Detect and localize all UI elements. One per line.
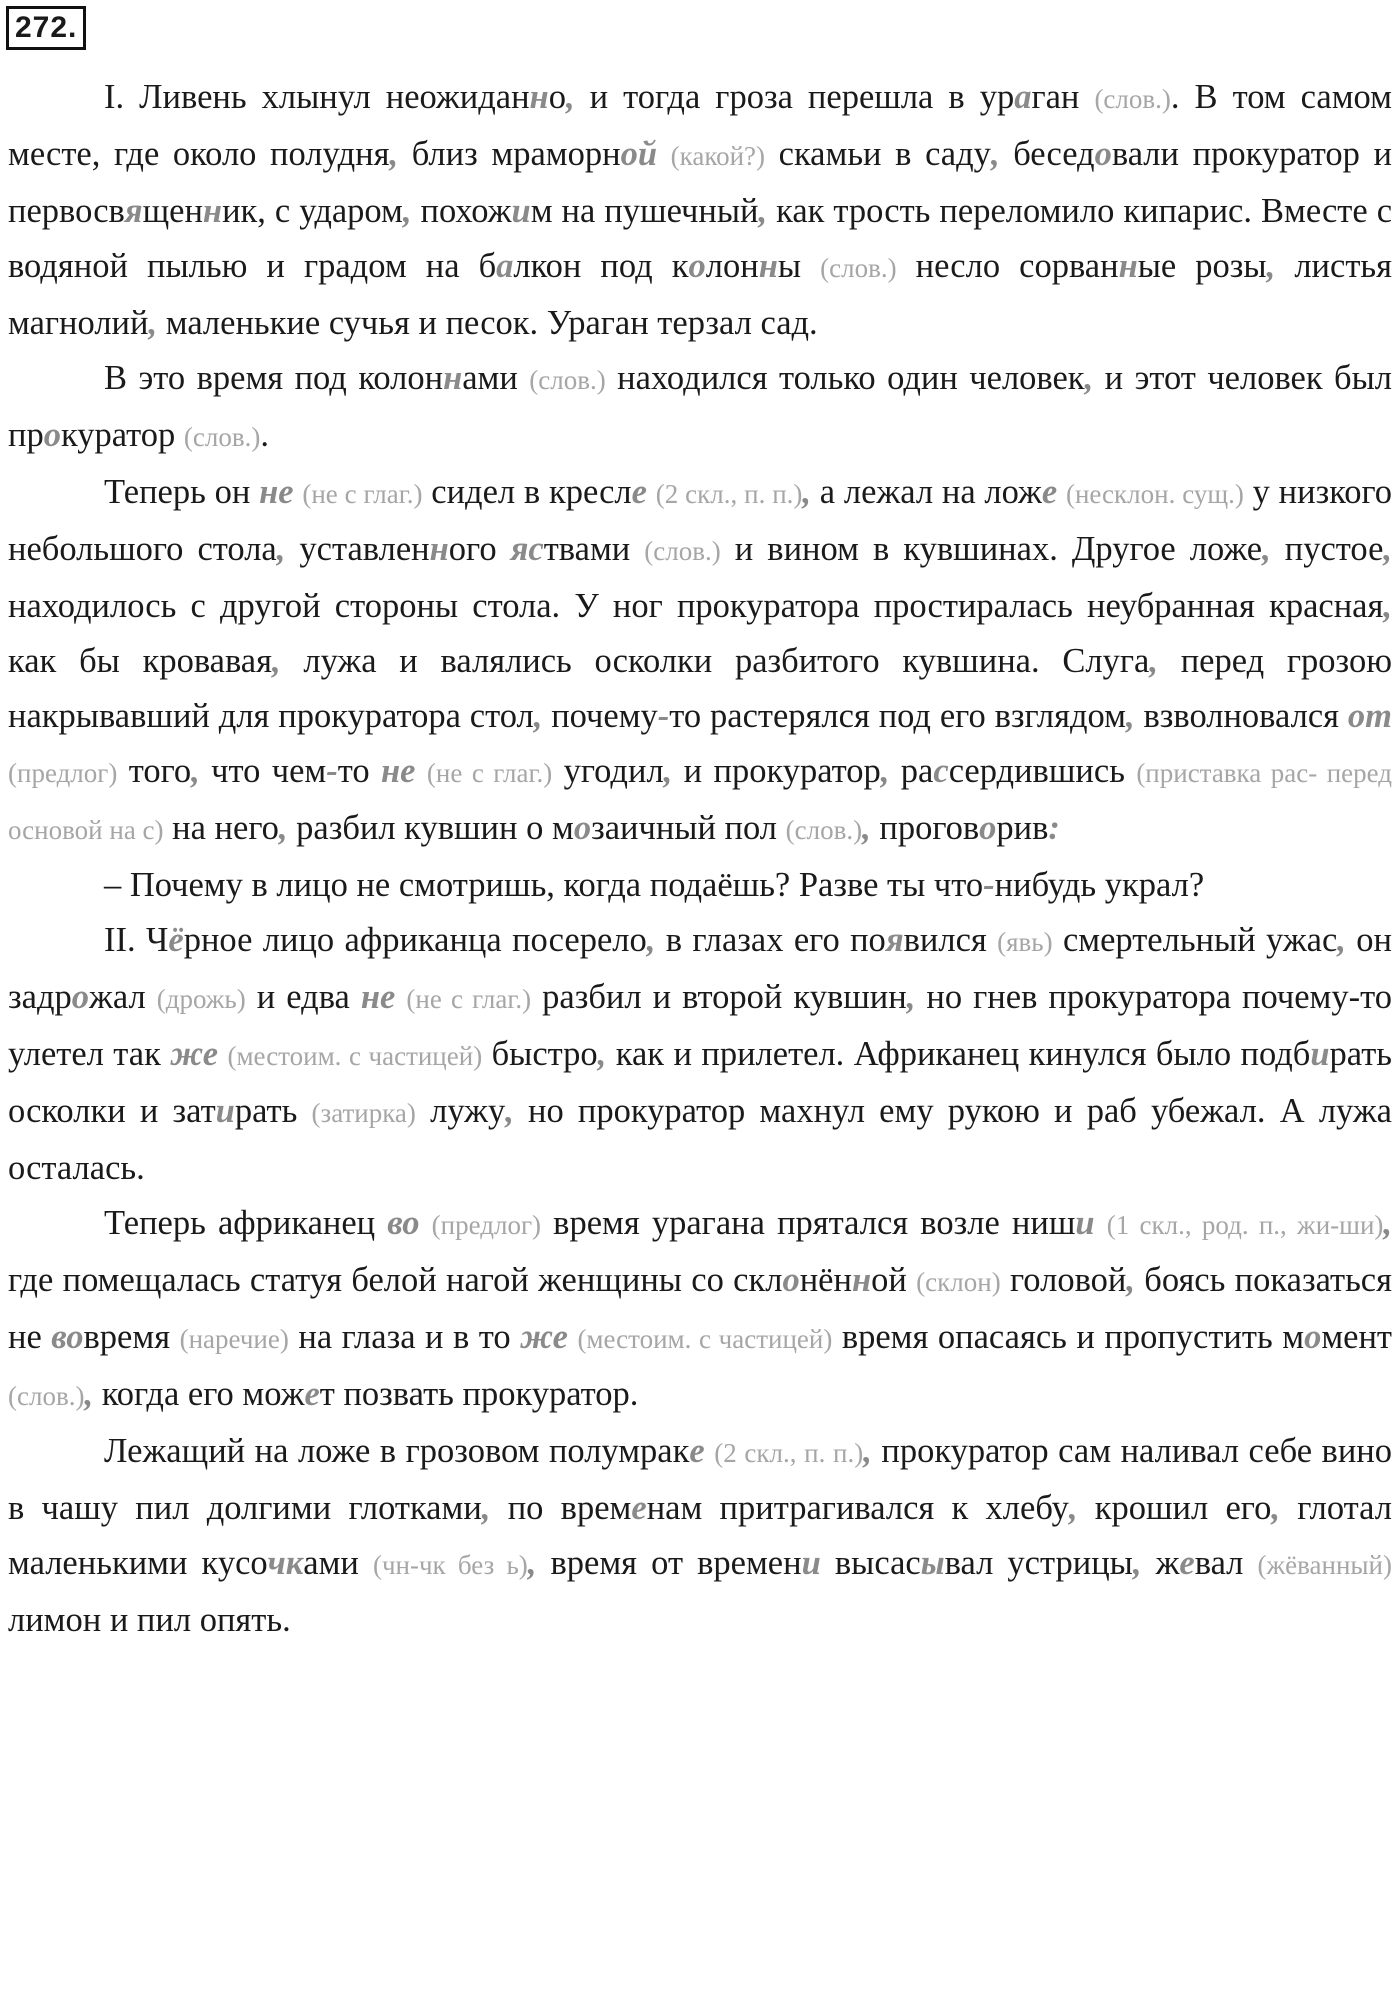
text-run: рать осколки и зат bbox=[8, 1035, 1393, 1130]
text-run: но прокуратор махнул ему рукою и раб убежал. А лужа осталась. bbox=[8, 1092, 1392, 1187]
highlighted-letter: , bbox=[862, 809, 871, 847]
highlighted-letter: , bbox=[863, 1432, 872, 1470]
text-run bbox=[1057, 473, 1066, 511]
text-run: лкон под к bbox=[513, 247, 689, 285]
text-run: пустое bbox=[1270, 530, 1384, 568]
highlighted-letter: ой bbox=[620, 135, 657, 173]
text-run: разбил кувшин о м bbox=[287, 809, 574, 847]
text-run: время от времен bbox=[536, 1544, 802, 1582]
paragraph bbox=[8, 1424, 1392, 1648]
text-run: несло сорван bbox=[896, 247, 1119, 285]
highlighted-letter: , bbox=[565, 78, 575, 116]
text-run: ые розы bbox=[1137, 247, 1267, 285]
text-run: и этот человек был пр bbox=[8, 359, 1393, 454]
highlighted-letter: е bbox=[1041, 473, 1058, 511]
text-run: Лежащий на ложе в грозовом полумрак bbox=[104, 1432, 690, 1470]
text-run: лужа и валялись осколки разбитого кувшина. Слуга bbox=[280, 642, 1150, 680]
highlighted-letter: н bbox=[758, 247, 778, 285]
text-run: заичный пол bbox=[591, 809, 786, 847]
highlighted-letter: и bbox=[215, 1092, 235, 1130]
text-run bbox=[416, 752, 427, 790]
rule-hint: (предлог) bbox=[431, 1210, 542, 1240]
text-run: лужу bbox=[415, 1092, 506, 1130]
text-run: у низкого небольшого стола bbox=[8, 473, 1393, 568]
text-run: . В том самом месте, где около полудня bbox=[8, 78, 1392, 173]
text-run: вали прокуратор и первосв bbox=[8, 135, 1392, 230]
highlighted-letter: - bbox=[657, 697, 670, 735]
text-run: ж bbox=[1141, 1544, 1180, 1582]
highlighted-letter: - bbox=[983, 866, 995, 904]
exercise-text bbox=[8, 70, 1392, 1648]
highlighted-letter: я bbox=[124, 192, 143, 230]
highlighted-letter: о bbox=[688, 247, 706, 285]
rule-hint: (несклон. сущ.) bbox=[1065, 479, 1244, 509]
highlighted-letter: е bbox=[689, 1432, 705, 1470]
text-run: о bbox=[548, 78, 566, 116]
highlighted-letter: а bbox=[1014, 78, 1032, 116]
highlighted-letter: , bbox=[191, 752, 200, 790]
text-run: близ мраморн bbox=[398, 135, 621, 173]
text-run: на него bbox=[163, 809, 279, 847]
highlighted-letter: , bbox=[278, 809, 288, 847]
text-run: как и прилетел. Африканец кинулся было подб bbox=[606, 1035, 1311, 1073]
highlighted-letter: с bbox=[933, 752, 949, 790]
text-run: лон bbox=[705, 247, 759, 285]
text-run: I. Ливень хлынул неожидан bbox=[104, 78, 530, 116]
highlighted-letter: н bbox=[443, 359, 463, 397]
rule-hint: (слов.) bbox=[1094, 84, 1171, 114]
text-run: ой bbox=[871, 1261, 917, 1299]
highlighted-letter: , bbox=[1271, 1489, 1280, 1527]
highlighted-letter: , bbox=[1068, 1489, 1078, 1527]
rule-hint: (не с глаг.) bbox=[406, 984, 532, 1014]
highlighted-letter: , bbox=[481, 1489, 491, 1527]
rule-hint: (1 скл., род. п., жи-ши) bbox=[1106, 1210, 1384, 1240]
highlighted-letter: , bbox=[1149, 642, 1158, 680]
text-run: нибудь украл? bbox=[994, 866, 1205, 904]
text-run: мент bbox=[1321, 1318, 1392, 1356]
rule-hint: (слов.) bbox=[644, 536, 721, 566]
text-run: головой bbox=[1000, 1261, 1127, 1299]
text-run: сердившись bbox=[948, 752, 1137, 790]
highlighted-letter: , bbox=[402, 192, 412, 230]
highlighted-letter: , bbox=[389, 135, 399, 173]
text-run: время опасаясь и пропустить м bbox=[832, 1318, 1305, 1356]
text-run: т позвать прокуратор. bbox=[319, 1375, 639, 1413]
text-run: быстро bbox=[482, 1035, 598, 1073]
rule-hint: (чн-чк без ь) bbox=[372, 1550, 528, 1580]
highlighted-letter: , bbox=[1383, 587, 1392, 625]
highlighted-letter: во bbox=[387, 1204, 420, 1242]
text-run: лимон и пил опять. bbox=[8, 1601, 291, 1639]
text-run: жал bbox=[89, 978, 157, 1016]
text-run: угодил bbox=[552, 752, 664, 790]
text-run: листья магнолий bbox=[8, 247, 1392, 342]
rule-hint: (слов.) bbox=[183, 422, 261, 452]
highlighted-letter: ё bbox=[168, 921, 184, 959]
highlighted-letter: о bbox=[1304, 1318, 1322, 1356]
highlighted-letter: чк bbox=[267, 1544, 304, 1582]
rule-hint: (предлог) bbox=[8, 758, 118, 788]
text-run bbox=[420, 1204, 432, 1242]
text-run: ган bbox=[1031, 78, 1095, 116]
text-run: смертельный ужас bbox=[1052, 921, 1338, 959]
text-run: рать bbox=[234, 1092, 312, 1130]
highlighted-letter: , bbox=[84, 1375, 94, 1413]
text-run: ого bbox=[448, 530, 511, 568]
rule-hint: (явь) bbox=[997, 927, 1053, 957]
text-run: ы bbox=[777, 247, 821, 285]
highlighted-letter: , bbox=[1383, 1204, 1393, 1242]
text-run bbox=[647, 473, 656, 511]
text-run: м на пушечный bbox=[530, 192, 759, 230]
highlighted-letter: , bbox=[646, 921, 656, 959]
text-run: вал устрицы bbox=[944, 1544, 1133, 1582]
text-run: рив bbox=[996, 809, 1049, 847]
highlighted-letter: е bbox=[1179, 1544, 1195, 1582]
text-run bbox=[1095, 1204, 1107, 1242]
highlighted-letter: , bbox=[597, 1035, 607, 1073]
text-run: и тогда гроза перешла в ур bbox=[574, 78, 1015, 116]
text-run: вал bbox=[1194, 1544, 1258, 1582]
highlighted-letter: , bbox=[1084, 359, 1094, 397]
exercise-number: 272. bbox=[6, 6, 86, 50]
text-run: где помещалась статуя белой нагой женщины со скл bbox=[8, 1261, 783, 1299]
rule-hint: (жёванный) bbox=[1257, 1550, 1392, 1580]
rule-hint: (склон) bbox=[916, 1267, 1001, 1297]
highlighted-letter: н bbox=[529, 78, 549, 116]
paragraph bbox=[8, 913, 1392, 1196]
rule-hint: (слов.) bbox=[820, 253, 897, 283]
text-run: время bbox=[83, 1318, 180, 1356]
text-run: ами bbox=[303, 1544, 373, 1582]
text-run: прокуратор сам наливал себе вино в чашу пил долгими глотками bbox=[8, 1432, 1393, 1527]
text-run: ами bbox=[462, 359, 530, 397]
highlighted-letter: , bbox=[906, 978, 916, 1016]
text-run: по врем bbox=[490, 1489, 632, 1527]
paragraph bbox=[8, 465, 1392, 858]
text-run: глотал маленькими кусо bbox=[8, 1489, 1392, 1582]
highlighted-letter: , bbox=[880, 752, 890, 790]
highlighted-letter: н bbox=[429, 530, 449, 568]
highlighted-letter: , bbox=[1383, 530, 1393, 568]
highlighted-letter: о bbox=[979, 809, 997, 847]
rule-hint: (2 скл., п. п.) bbox=[714, 1438, 864, 1468]
highlighted-letter: не bbox=[360, 978, 396, 1016]
text-run: но гнев прокуратора почему-то улетел так bbox=[8, 978, 1392, 1073]
highlighted-letter: а bbox=[496, 247, 514, 285]
text-run: почему bbox=[542, 697, 658, 735]
highlighted-letter: , bbox=[527, 1544, 537, 1582]
highlighted-letter: : bbox=[1048, 809, 1060, 847]
text-run: перед грозою накрывавший для прокуратора стол bbox=[8, 642, 1392, 735]
paragraph bbox=[8, 858, 1392, 913]
highlighted-letter: , bbox=[1126, 1261, 1135, 1299]
highlighted-letter: , bbox=[1132, 1544, 1142, 1582]
text-run: бесед bbox=[999, 135, 1095, 173]
highlighted-letter: от bbox=[1347, 697, 1392, 735]
highlighted-letter: , bbox=[533, 697, 543, 735]
text-run: в глазах его по bbox=[655, 921, 886, 959]
highlighted-letter: и bbox=[801, 1544, 821, 1582]
text-run: когда его мож bbox=[93, 1375, 305, 1413]
highlighted-letter: , bbox=[505, 1092, 514, 1130]
text-run: сидел в кресл bbox=[422, 473, 632, 511]
text-run: твами bbox=[543, 530, 645, 568]
text-run: Теперь африканец bbox=[104, 1204, 388, 1242]
rule-hint: (местоим. с частицей) bbox=[227, 1041, 483, 1071]
rule-hint: (местоим. с частицей) bbox=[577, 1324, 833, 1354]
text-run: похож bbox=[411, 192, 512, 230]
highlighted-letter: о bbox=[782, 1261, 800, 1299]
text-run: куратор bbox=[60, 416, 184, 454]
text-run bbox=[705, 1432, 715, 1470]
highlighted-letter: , bbox=[1266, 247, 1276, 285]
text-run: . bbox=[260, 416, 269, 454]
highlighted-letter: не bbox=[259, 473, 294, 511]
highlighted-letter: во bbox=[51, 1318, 84, 1356]
text-run: и прокуратор bbox=[672, 752, 881, 790]
rule-hint: (какой?) bbox=[670, 141, 765, 171]
rule-hint: (слов.) bbox=[529, 365, 606, 395]
text-run bbox=[657, 135, 671, 173]
highlighted-letter: , bbox=[148, 304, 158, 342]
text-run: находился только один человек bbox=[605, 359, 1085, 397]
rule-hint: (приставка рас- перед основой на с) bbox=[8, 758, 1393, 845]
highlighted-letter: н bbox=[1118, 247, 1138, 285]
text-run: – Почему в лицо не смотришь, когда подаёшь? Разве ты что bbox=[104, 866, 984, 904]
text-run: как бы кровавая bbox=[8, 642, 272, 680]
highlighted-letter: и bbox=[1075, 1204, 1095, 1242]
highlighted-letter: о bbox=[573, 809, 592, 847]
highlighted-letter: же bbox=[170, 1035, 219, 1073]
text-run: взволновался bbox=[1134, 697, 1348, 735]
paragraph bbox=[8, 1196, 1392, 1424]
text-run: маленькие сучья и песок. Ураган терзал сад. bbox=[157, 304, 818, 342]
highlighted-letter: о bbox=[1094, 135, 1112, 173]
rule-hint: (слов.) bbox=[8, 1381, 85, 1411]
text-run: он задр bbox=[8, 921, 1392, 1016]
highlighted-letter: е bbox=[304, 1375, 320, 1413]
highlighted-letter: не bbox=[381, 752, 416, 790]
highlighted-letter: , bbox=[758, 192, 768, 230]
text-run: то bbox=[337, 752, 382, 790]
highlighted-letter: я bbox=[885, 921, 904, 959]
text-run: того bbox=[117, 752, 192, 790]
text-run bbox=[395, 978, 406, 1016]
text-run: рное лицо африканца посерело bbox=[183, 921, 647, 959]
highlighted-letter: , bbox=[1125, 697, 1135, 735]
text-run: то растерялся под его взглядом bbox=[669, 697, 1126, 735]
rule-hint: (затирка) bbox=[311, 1098, 416, 1128]
highlighted-letter: е bbox=[631, 473, 647, 511]
highlighted-letter: , bbox=[802, 473, 812, 511]
rule-hint: (дрожь) bbox=[156, 984, 246, 1014]
highlighted-letter: е bbox=[631, 1489, 647, 1527]
text-run: II. Ч bbox=[104, 921, 169, 959]
highlighted-letter: - bbox=[326, 752, 338, 790]
text-run: скамьи в саду bbox=[765, 135, 991, 173]
text-run: высас bbox=[820, 1544, 921, 1582]
paragraph bbox=[8, 351, 1392, 465]
text-run: Теперь он bbox=[104, 473, 260, 511]
highlighted-letter: ы bbox=[920, 1544, 945, 1582]
highlighted-letter: , bbox=[276, 530, 286, 568]
text-run: ра bbox=[889, 752, 934, 790]
text-run: на глаза и в то bbox=[288, 1318, 521, 1356]
rule-hint: (слов.) bbox=[785, 815, 863, 845]
text-run: уставлен bbox=[285, 530, 430, 568]
text-run: разбил и второй кувшин bbox=[531, 978, 907, 1016]
highlighted-letter: , bbox=[1262, 530, 1271, 568]
rule-hint: (наречие) bbox=[179, 1324, 289, 1354]
text-run: и вином в кувшинах. Другое ложе bbox=[720, 530, 1263, 568]
text-run: крошил его bbox=[1077, 1489, 1272, 1527]
highlighted-letter: н bbox=[202, 192, 223, 230]
text-run: что чем bbox=[199, 752, 327, 790]
highlighted-letter: яс bbox=[510, 530, 544, 568]
text-run: прогов bbox=[870, 809, 980, 847]
rule-hint: (не с глаг.) bbox=[302, 479, 423, 509]
text-run: боясь показаться не bbox=[8, 1261, 1392, 1356]
highlighted-letter: и bbox=[511, 192, 531, 230]
highlighted-letter: и bbox=[1310, 1035, 1330, 1073]
text-run: ик, с ударом bbox=[222, 192, 403, 230]
highlighted-letter: , bbox=[990, 135, 1000, 173]
text-run: время урагана прятался возле ниш bbox=[541, 1204, 1076, 1242]
text-run bbox=[568, 1318, 578, 1356]
text-run: и едва bbox=[245, 978, 361, 1016]
text-run: нён bbox=[799, 1261, 852, 1299]
highlighted-letter: н bbox=[851, 1261, 872, 1299]
rule-hint: (не с глаг.) bbox=[426, 758, 553, 788]
highlighted-letter: о bbox=[71, 978, 89, 1016]
text-run: вился bbox=[903, 921, 998, 959]
paragraph bbox=[8, 70, 1392, 351]
text-run: находилось с другой стороны стола. У ног прокуратора простиралась неубранная красная bbox=[8, 587, 1384, 625]
highlighted-letter: , bbox=[1337, 921, 1346, 959]
highlighted-letter: о bbox=[43, 416, 61, 454]
text-run: а лежал на лож bbox=[811, 473, 1042, 511]
rule-hint: (2 скл., п. п.) bbox=[655, 479, 803, 509]
text-run: как трость переломило кипарис. Вместе с водяной пылью и градом на б bbox=[8, 192, 1393, 285]
text-run: щен bbox=[142, 192, 203, 230]
text-run: В это время под колон bbox=[104, 359, 444, 397]
highlighted-letter: , bbox=[272, 642, 281, 680]
text-run: нам притрагивался к хлебу bbox=[646, 1489, 1069, 1527]
highlighted-letter: же bbox=[520, 1318, 568, 1356]
highlighted-letter: , bbox=[663, 752, 673, 790]
